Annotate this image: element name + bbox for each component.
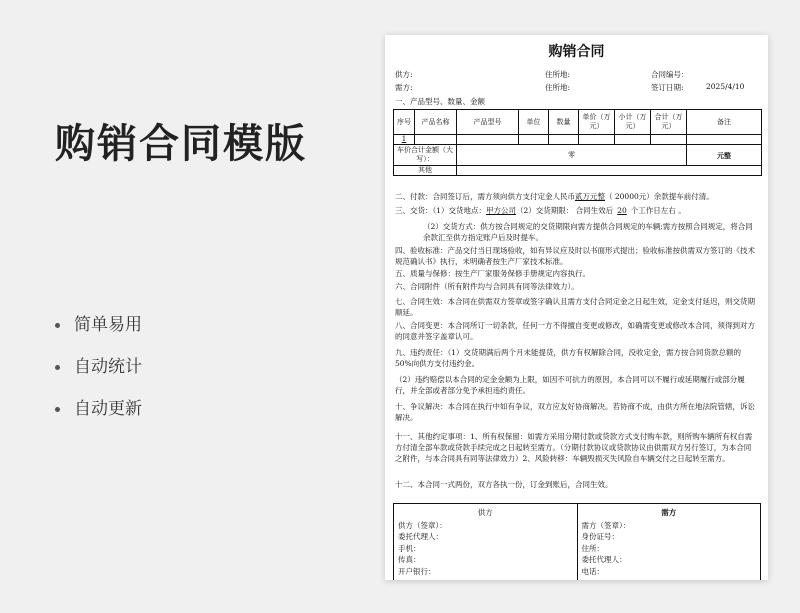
supplier-address-label: 住所地: bbox=[545, 70, 571, 79]
signature-line: 手机： bbox=[398, 543, 421, 553]
other-row bbox=[394, 166, 762, 176]
contract-number-label: 合同编号： bbox=[651, 70, 689, 79]
bullet-icon bbox=[55, 323, 60, 328]
clause-other: 十一、其他约定事项：1、所有权保留：如需方采用分期付款或贷款方式支付购车款，则所购车辆所有权自需方付清全部车款或贷款手续完成之日起转至需方。（分期付款协议或贷款协议由供需双方另行签订，为本合同之附件，与本合同具有同等法律效力）2、风险转移：车辆毁损灭失风险自车辆交付之日起转至需方。 bbox=[395, 432, 753, 463]
buyer-heading: 需方 bbox=[661, 508, 677, 517]
sign-date-label: 签订日期: bbox=[651, 83, 684, 92]
supplier-label: 供方: bbox=[395, 70, 413, 79]
table-cell[interactable] bbox=[549, 135, 579, 145]
signature-line: 传真： bbox=[398, 555, 421, 564]
clause-effective: 七、合同生效：本合同在供需双方签章或签字确认且需方支付合同定金之日起生效，定金支付延迟，则交货期顺延。 bbox=[395, 297, 755, 317]
table-cell[interactable] bbox=[415, 135, 457, 145]
signature-line: 住所： bbox=[581, 543, 604, 553]
signature-line: 身份证号： bbox=[581, 532, 619, 541]
feature-list bbox=[55, 312, 142, 438]
clause-warranty: 五、质量与保修：按生产厂家服务保修手册规定内容执行。 bbox=[395, 269, 590, 278]
feature-item: 自动更新 bbox=[55, 396, 142, 438]
clause-delivery-method: （2）交货方式：供方按合同规定的交货期限向需方提供合同规定的车辆;需方按照合同规定，将合同余款汇至供方指定账户后及时提车。 bbox=[423, 222, 753, 242]
contract-title: 购销合同 bbox=[548, 44, 605, 60]
total-row bbox=[394, 145, 762, 166]
product-table bbox=[393, 109, 762, 176]
bullet-icon bbox=[55, 407, 60, 412]
bullet-icon bbox=[55, 365, 60, 370]
contract-document bbox=[385, 35, 768, 580]
deposit-amount-text: 贰万元整 bbox=[575, 192, 605, 201]
total-amount: 零 bbox=[457, 145, 687, 166]
clause-attachments: 六、合同附件（所有附件均与合同具有同等法律效力）。 bbox=[395, 282, 579, 291]
table-header: 单价（万元） bbox=[579, 110, 615, 135]
table-header: 单位 bbox=[519, 110, 549, 135]
table-cell[interactable] bbox=[457, 135, 519, 145]
table-cell[interactable] bbox=[651, 135, 687, 145]
clause-copies: 十二、本合同一式两份，双方各执一份，订金到账后，合同生效。 bbox=[395, 480, 613, 489]
buyer-signature-cell[interactable] bbox=[577, 504, 761, 581]
table-header: 产品型号 bbox=[457, 110, 519, 135]
clause-dispute: 十、争议解决：本合同在执行中如有争议，双方应友好协商解决。若协商不成，由供方所在地法院管辖，诉讼解决。 bbox=[395, 402, 755, 422]
page-title: 购销合同模版 bbox=[55, 121, 307, 167]
delivery-days: 20 bbox=[617, 206, 627, 215]
supplier-signature-cell[interactable] bbox=[394, 504, 578, 581]
supplier-heading: 供方 bbox=[477, 508, 493, 517]
signature-table bbox=[393, 503, 761, 580]
table-header: 小计（万元） bbox=[615, 110, 651, 135]
clause-payment: 二、付款：合同签订后，需方须向供方支付定金人民币贰万元整（ 20000元）余款提车前付清。 bbox=[395, 192, 714, 201]
total-unit: 元整 bbox=[687, 145, 762, 166]
clause-change: 八、合同变更：本合同所订一切条款，任何一方不得擅自变更或修改，如确需变更或修改本合同，须得到对方的同意并签字盖章认可。 bbox=[395, 321, 755, 341]
table-header: 备注 bbox=[687, 110, 762, 135]
delivery-place: 甲方公司 bbox=[486, 206, 517, 215]
other-label: 其他 bbox=[394, 166, 457, 176]
table-cell[interactable]: 1 bbox=[394, 135, 415, 145]
signature-line: 供方（签章）： bbox=[398, 520, 447, 530]
section-title: 一、产品型号、数量、金额 bbox=[395, 97, 485, 106]
table-cell[interactable] bbox=[687, 135, 762, 145]
table-header-row bbox=[394, 110, 762, 135]
clause-acceptance: 四、验收标准：产品交付当日现场验收，如有异议应及时以书面形式提出；验收标准按供需双方签订的《技术规范确认书》执行，未明确者按生产厂家技术标准。 bbox=[395, 246, 755, 266]
signature-line: 需方（签章）： bbox=[581, 520, 631, 530]
table-header: 合计（万元） bbox=[651, 110, 687, 135]
signature-line: 电话： bbox=[581, 566, 604, 576]
table-row bbox=[394, 135, 762, 145]
feature-item: 简单易用 bbox=[55, 312, 142, 354]
table-header: 序号 bbox=[394, 110, 415, 135]
other-value[interactable] bbox=[457, 166, 762, 176]
buyer-address-label: 住所地: bbox=[545, 83, 571, 92]
feature-item: 自动统计 bbox=[55, 354, 142, 396]
signature-line: 开户银行： bbox=[398, 566, 436, 576]
table-header: 数量 bbox=[549, 110, 579, 135]
buyer-label: 需方: bbox=[395, 83, 413, 92]
total-label: 车价合计金额（大写）： bbox=[394, 145, 457, 166]
clause-breach: 九、违约责任：（1）交货期满后两个月未能提货，供方有权解除合同，没收定金，需方按合同货款总额的50%向供方支付违约金。 bbox=[395, 348, 742, 368]
table-cell[interactable] bbox=[579, 135, 615, 145]
table-cell[interactable] bbox=[519, 135, 549, 145]
clause-breach-limit: （2）违约赔偿以本合同的定金金额为上限，如因不可抗力的原因，本合同可以不履行或延期履行或部分履行，并全部或者部分免予承担违约责任。 bbox=[395, 375, 745, 395]
sign-date-value: 2025/4/10 bbox=[706, 82, 745, 91]
signature-line: 委托代理人： bbox=[581, 555, 627, 564]
table-cell[interactable] bbox=[615, 135, 651, 145]
clause-delivery: 三、交货：（1）交货地点：甲方公司（2）交货期限： 合同生效后 20 个工作日左右 。 bbox=[395, 206, 686, 215]
table-header: 产品名称 bbox=[415, 110, 457, 135]
signature-line: 委托代理人： bbox=[398, 532, 443, 541]
